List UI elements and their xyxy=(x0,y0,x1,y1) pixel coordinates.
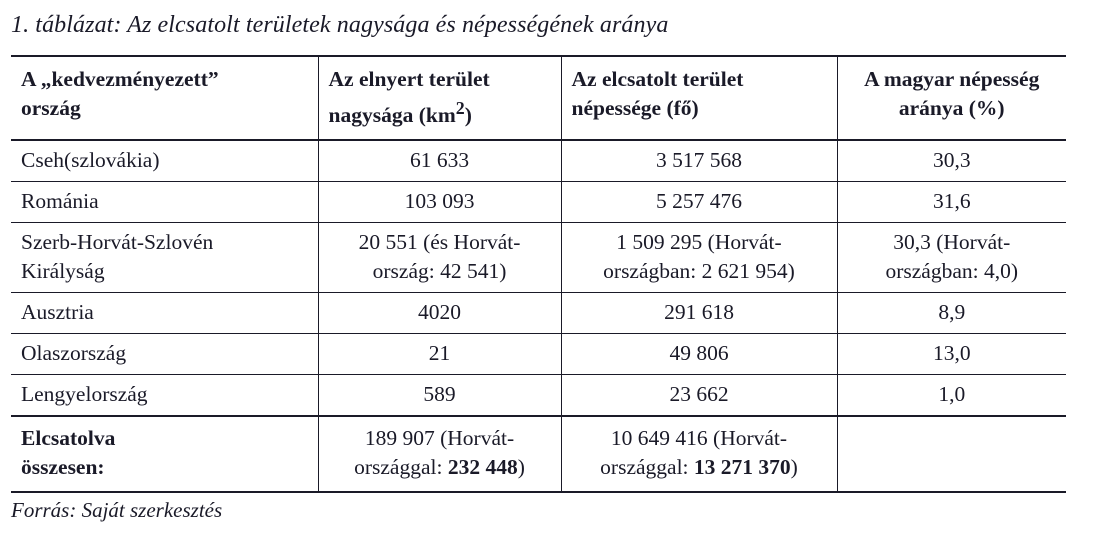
table-row xyxy=(11,182,1066,223)
cell-country: Lengyelország xyxy=(11,375,318,417)
cell-ratio-line2: országban: 4,0) xyxy=(885,259,1019,284)
cell-total-area-value: 232 448 xyxy=(447,455,518,480)
table-row xyxy=(11,293,1066,334)
cell-total-population-line2 xyxy=(572,453,827,482)
cell-population: 23 662 xyxy=(561,375,837,417)
cell-population: 291 618 xyxy=(561,293,837,334)
cell-area-line2: ország: 42 541) xyxy=(372,259,507,284)
data-table xyxy=(11,55,1066,493)
cell-area: 21 xyxy=(318,334,561,375)
cell-country xyxy=(11,223,318,293)
cell-population-line1: 1 509 295 (Horvát- xyxy=(616,230,782,255)
cell-ratio: 13,0 xyxy=(837,334,1066,375)
cell-ratio xyxy=(837,223,1066,293)
cell-total-label-line1: Elcsatolva xyxy=(21,426,116,451)
cell-total-ratio xyxy=(837,416,1066,492)
cell-total-population-prefix: országgal: xyxy=(600,455,694,480)
cell-total-population-suffix: ) xyxy=(790,455,798,480)
cell-total-population-line1: 10 649 416 (Horvát- xyxy=(610,426,788,451)
cell-area: 589 xyxy=(318,375,561,417)
column-header-area-line2 xyxy=(329,94,551,130)
cell-country: Cseh(szlovákia) xyxy=(11,140,318,182)
table-header-row xyxy=(11,56,1066,140)
cell-area: 61 633 xyxy=(318,140,561,182)
column-header-ratio xyxy=(837,56,1066,140)
cell-ratio: 1,0 xyxy=(837,375,1066,417)
cell-country: Olaszország xyxy=(11,334,318,375)
cell-country: Ausztria xyxy=(11,293,318,334)
column-header-ratio-line1: A magyar népesség xyxy=(864,67,1040,91)
column-header-population-line2: népessége (fő) xyxy=(571,96,699,120)
column-header-population xyxy=(561,56,837,140)
cell-area: 4020 xyxy=(318,293,561,334)
table-row xyxy=(11,375,1066,417)
column-header-country-line1: A „kedvezményezett” xyxy=(21,67,219,91)
table-body xyxy=(11,140,1066,492)
source-note: Forrás: Saját szerkesztés xyxy=(11,498,223,522)
column-header-area-superscript: 2 xyxy=(455,98,465,118)
cell-population: 5 257 476 xyxy=(561,182,837,223)
cell-ratio: 31,6 xyxy=(837,182,1066,223)
cell-total-area-line1: 189 907 (Horvát- xyxy=(364,426,515,451)
table-caption: 1. táblázat: Az elcsatolt területek nagysága és népességének aránya xyxy=(11,12,669,38)
cell-total-area xyxy=(318,416,561,492)
column-header-area-line1: Az elnyert terület xyxy=(328,67,490,91)
cell-total-area-suffix: ) xyxy=(517,455,525,480)
cell-ratio: 8,9 xyxy=(837,293,1066,334)
cell-population: 49 806 xyxy=(561,334,837,375)
cell-total-area-prefix: országgal: xyxy=(354,455,448,480)
column-header-area-unit-post: ) xyxy=(464,103,472,128)
cell-country: Románia xyxy=(11,182,318,223)
cell-ratio: 30,3 xyxy=(837,140,1066,182)
cell-population-line2: országban: 2 621 954) xyxy=(603,259,795,284)
cell-area-line1: 20 551 (és Horvát- xyxy=(358,230,521,255)
cell-total-label-line2: összesen: xyxy=(21,455,105,480)
cell-total-population-value: 13 271 370 xyxy=(693,455,791,480)
table-header xyxy=(11,56,1066,140)
table-total-row xyxy=(11,416,1066,492)
cell-population xyxy=(561,223,837,293)
table-row xyxy=(11,223,1066,293)
cell-ratio-line1: 30,3 (Horvát- xyxy=(893,230,1011,255)
column-header-country xyxy=(11,56,318,140)
column-header-area-unit-pre: nagysága (km xyxy=(328,103,456,128)
cell-population: 3 517 568 xyxy=(561,140,837,182)
table-container xyxy=(11,55,1066,493)
cell-area xyxy=(318,223,561,293)
column-header-ratio-line2: aránya (%) xyxy=(898,96,1005,120)
cell-total-area-line2 xyxy=(329,453,551,482)
cell-country-line2: Királyság xyxy=(21,259,105,284)
cell-area: 103 093 xyxy=(318,182,561,223)
table-row xyxy=(11,140,1066,182)
cell-total-population xyxy=(561,416,837,492)
column-header-area xyxy=(318,56,561,140)
column-header-population-line1: Az elcsatolt terület xyxy=(571,67,744,91)
cell-country-line1: Szerb-Horvát-Szlovén xyxy=(21,230,214,255)
table-row xyxy=(11,334,1066,375)
column-header-country-line2: ország xyxy=(21,96,81,120)
cell-total-label xyxy=(11,416,318,492)
